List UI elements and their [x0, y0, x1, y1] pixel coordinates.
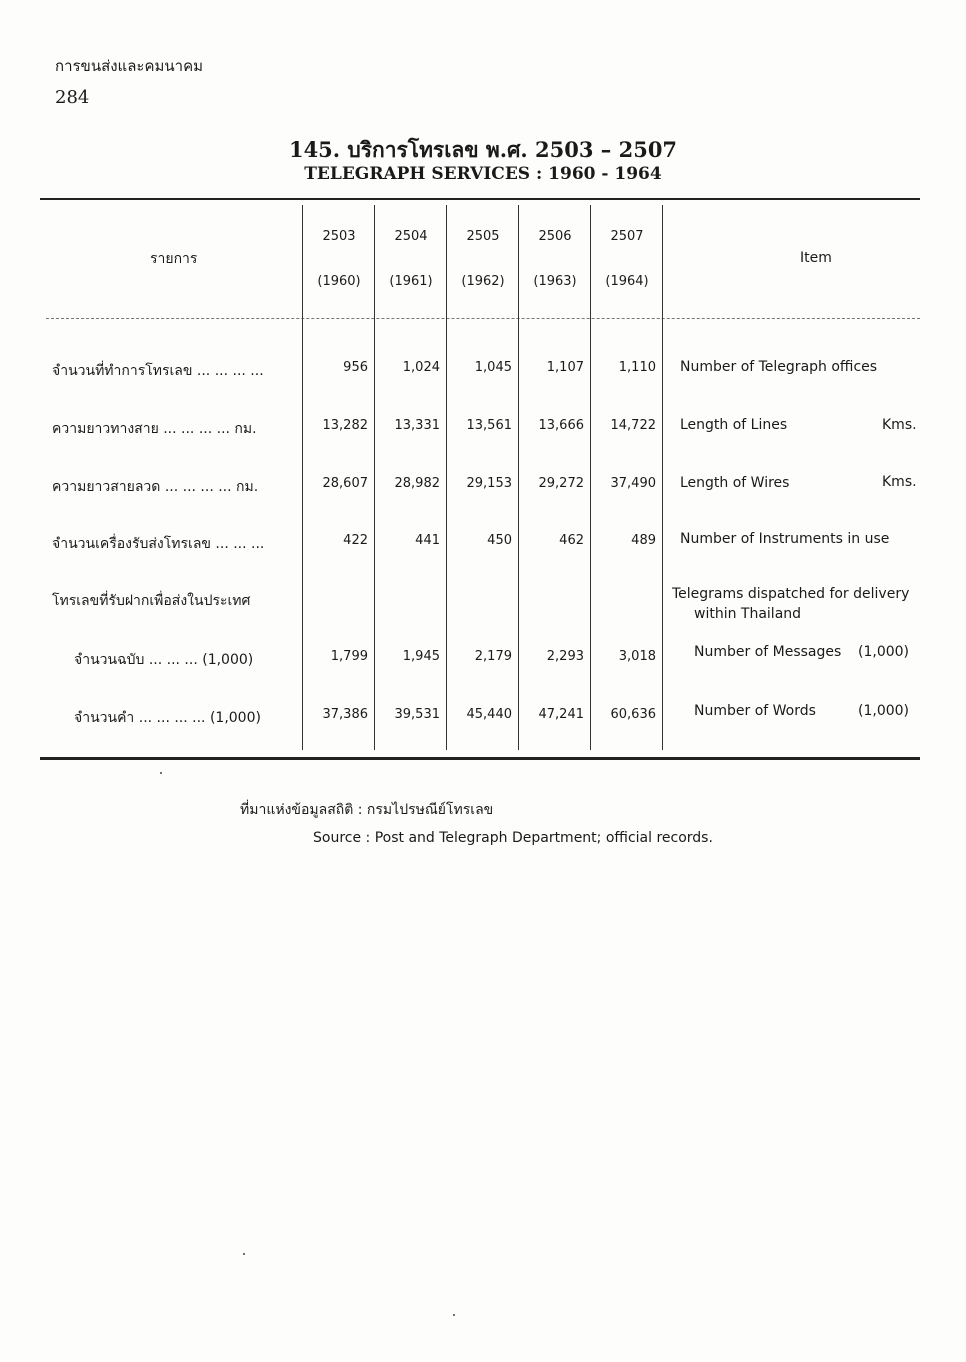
year-header-be: 2506 [538, 229, 572, 244]
scan-speck [160, 772, 162, 774]
table-title-english: TELEGRAPH SERVICES : 1960 - 1964 [304, 164, 662, 184]
table-cell: 14,722 [610, 418, 656, 433]
item-header-thai: รายการ [150, 251, 198, 267]
table-cell: 1,799 [330, 649, 368, 664]
table-cell: 60,636 [610, 707, 656, 722]
table-cell: 13,666 [538, 418, 584, 433]
subrow-label-thai: จำนวนฉบับ ... ... ... (1,000) [74, 652, 254, 668]
row-label-thai: ความยาวทางสาย ... ... ... ... กม. [52, 421, 257, 437]
table-bottom-rule [40, 757, 920, 760]
scan-speck [243, 1253, 245, 1255]
item-header-english: Item [800, 250, 832, 266]
table-cell: 3,018 [618, 649, 656, 664]
year-header-ce: (1961) [389, 274, 433, 289]
table-cell: 37,386 [322, 707, 368, 722]
table-cell: 2,179 [474, 649, 512, 664]
subrow-label-english: Number of Messages [694, 644, 842, 660]
year-header-be: 2505 [466, 229, 500, 244]
year-header-ce: (1962) [461, 274, 505, 289]
subrow-label-thai: จำนวนคำ ... ... ... ... (1,000) [74, 710, 261, 726]
year-header-be: 2504 [394, 229, 428, 244]
table-cell: 13,561 [466, 418, 512, 433]
group-label-english-line2: within Thailand [694, 606, 802, 622]
subrow-unit: (1,000) [858, 703, 910, 719]
table-cell: 450 [487, 533, 512, 548]
table-cell: 1,945 [402, 649, 440, 664]
table-title-thai: 145. บริการโทรเลข พ.ศ. 2503 – 2507 [288, 137, 678, 162]
year-header-ce: (1964) [605, 274, 649, 289]
row-unit: Kms. [882, 474, 917, 490]
table-cell: 47,241 [538, 707, 584, 722]
year-header-be: 2507 [610, 229, 644, 244]
subrow-label-english: Number of Words [694, 703, 816, 719]
table-cell: 13,331 [394, 418, 440, 433]
table-cell: 1,045 [474, 360, 512, 375]
row-label-thai: จำนวนที่ทำการโทรเลข ... ... ... ... [52, 363, 264, 379]
row-label-thai: ความยาวสายลวด ... ... ... ... กม. [52, 479, 259, 495]
table-cell: 28,607 [322, 476, 368, 491]
row-label-english: Number of Instruments in use [680, 531, 890, 547]
table-cell: 39,531 [394, 707, 440, 722]
table-cell: 29,272 [538, 476, 584, 491]
table-cell: 462 [559, 533, 584, 548]
year-header-ce: (1963) [533, 274, 577, 289]
table-cell: 1,107 [546, 360, 584, 375]
table-cell: 13,282 [322, 418, 368, 433]
table-cell: 2,293 [546, 649, 584, 664]
table-top-rule [40, 198, 920, 200]
source-thai: ที่มาแห่งข้อมูลสถิติ : กรมไปรษณีย์โทรเลข [240, 802, 494, 818]
table-cell: 29,153 [466, 476, 512, 491]
table-cell: 45,440 [466, 707, 512, 722]
source-english: Source : Post and Telegraph Department; official records. [313, 830, 713, 846]
row-label-thai: จำนวนเครื่องรับส่งโทรเลข ... ... ... [52, 536, 265, 552]
page-number: 284 [55, 87, 90, 108]
table-cell: 441 [415, 533, 440, 548]
subrow-unit: (1,000) [858, 644, 910, 660]
table-cell: 1,110 [618, 360, 656, 375]
group-label-thai: โทรเลขที่รับฝากเพื่อส่งในประเทศ [52, 593, 251, 609]
table-cell: 422 [343, 533, 368, 548]
row-unit: Kms. [882, 417, 917, 433]
table-cell: 28,982 [394, 476, 440, 491]
header-divider [46, 318, 920, 319]
section-header: การขนส่งและคมนาคม [55, 57, 203, 75]
scan-speck [453, 1314, 455, 1316]
group-label-english: Telegrams dispatched for delivery [672, 586, 910, 602]
table-cell: 956 [343, 360, 368, 375]
year-header-be: 2503 [322, 229, 356, 244]
row-label-english: Length of Wires [680, 475, 790, 491]
year-header-ce: (1960) [317, 274, 361, 289]
table-cell: 37,490 [610, 476, 656, 491]
row-label-english: Length of Lines [680, 417, 788, 433]
row-label-english: Number of Telegraph offices [680, 359, 878, 375]
table-cell: 489 [631, 533, 656, 548]
table-cell: 1,024 [402, 360, 440, 375]
